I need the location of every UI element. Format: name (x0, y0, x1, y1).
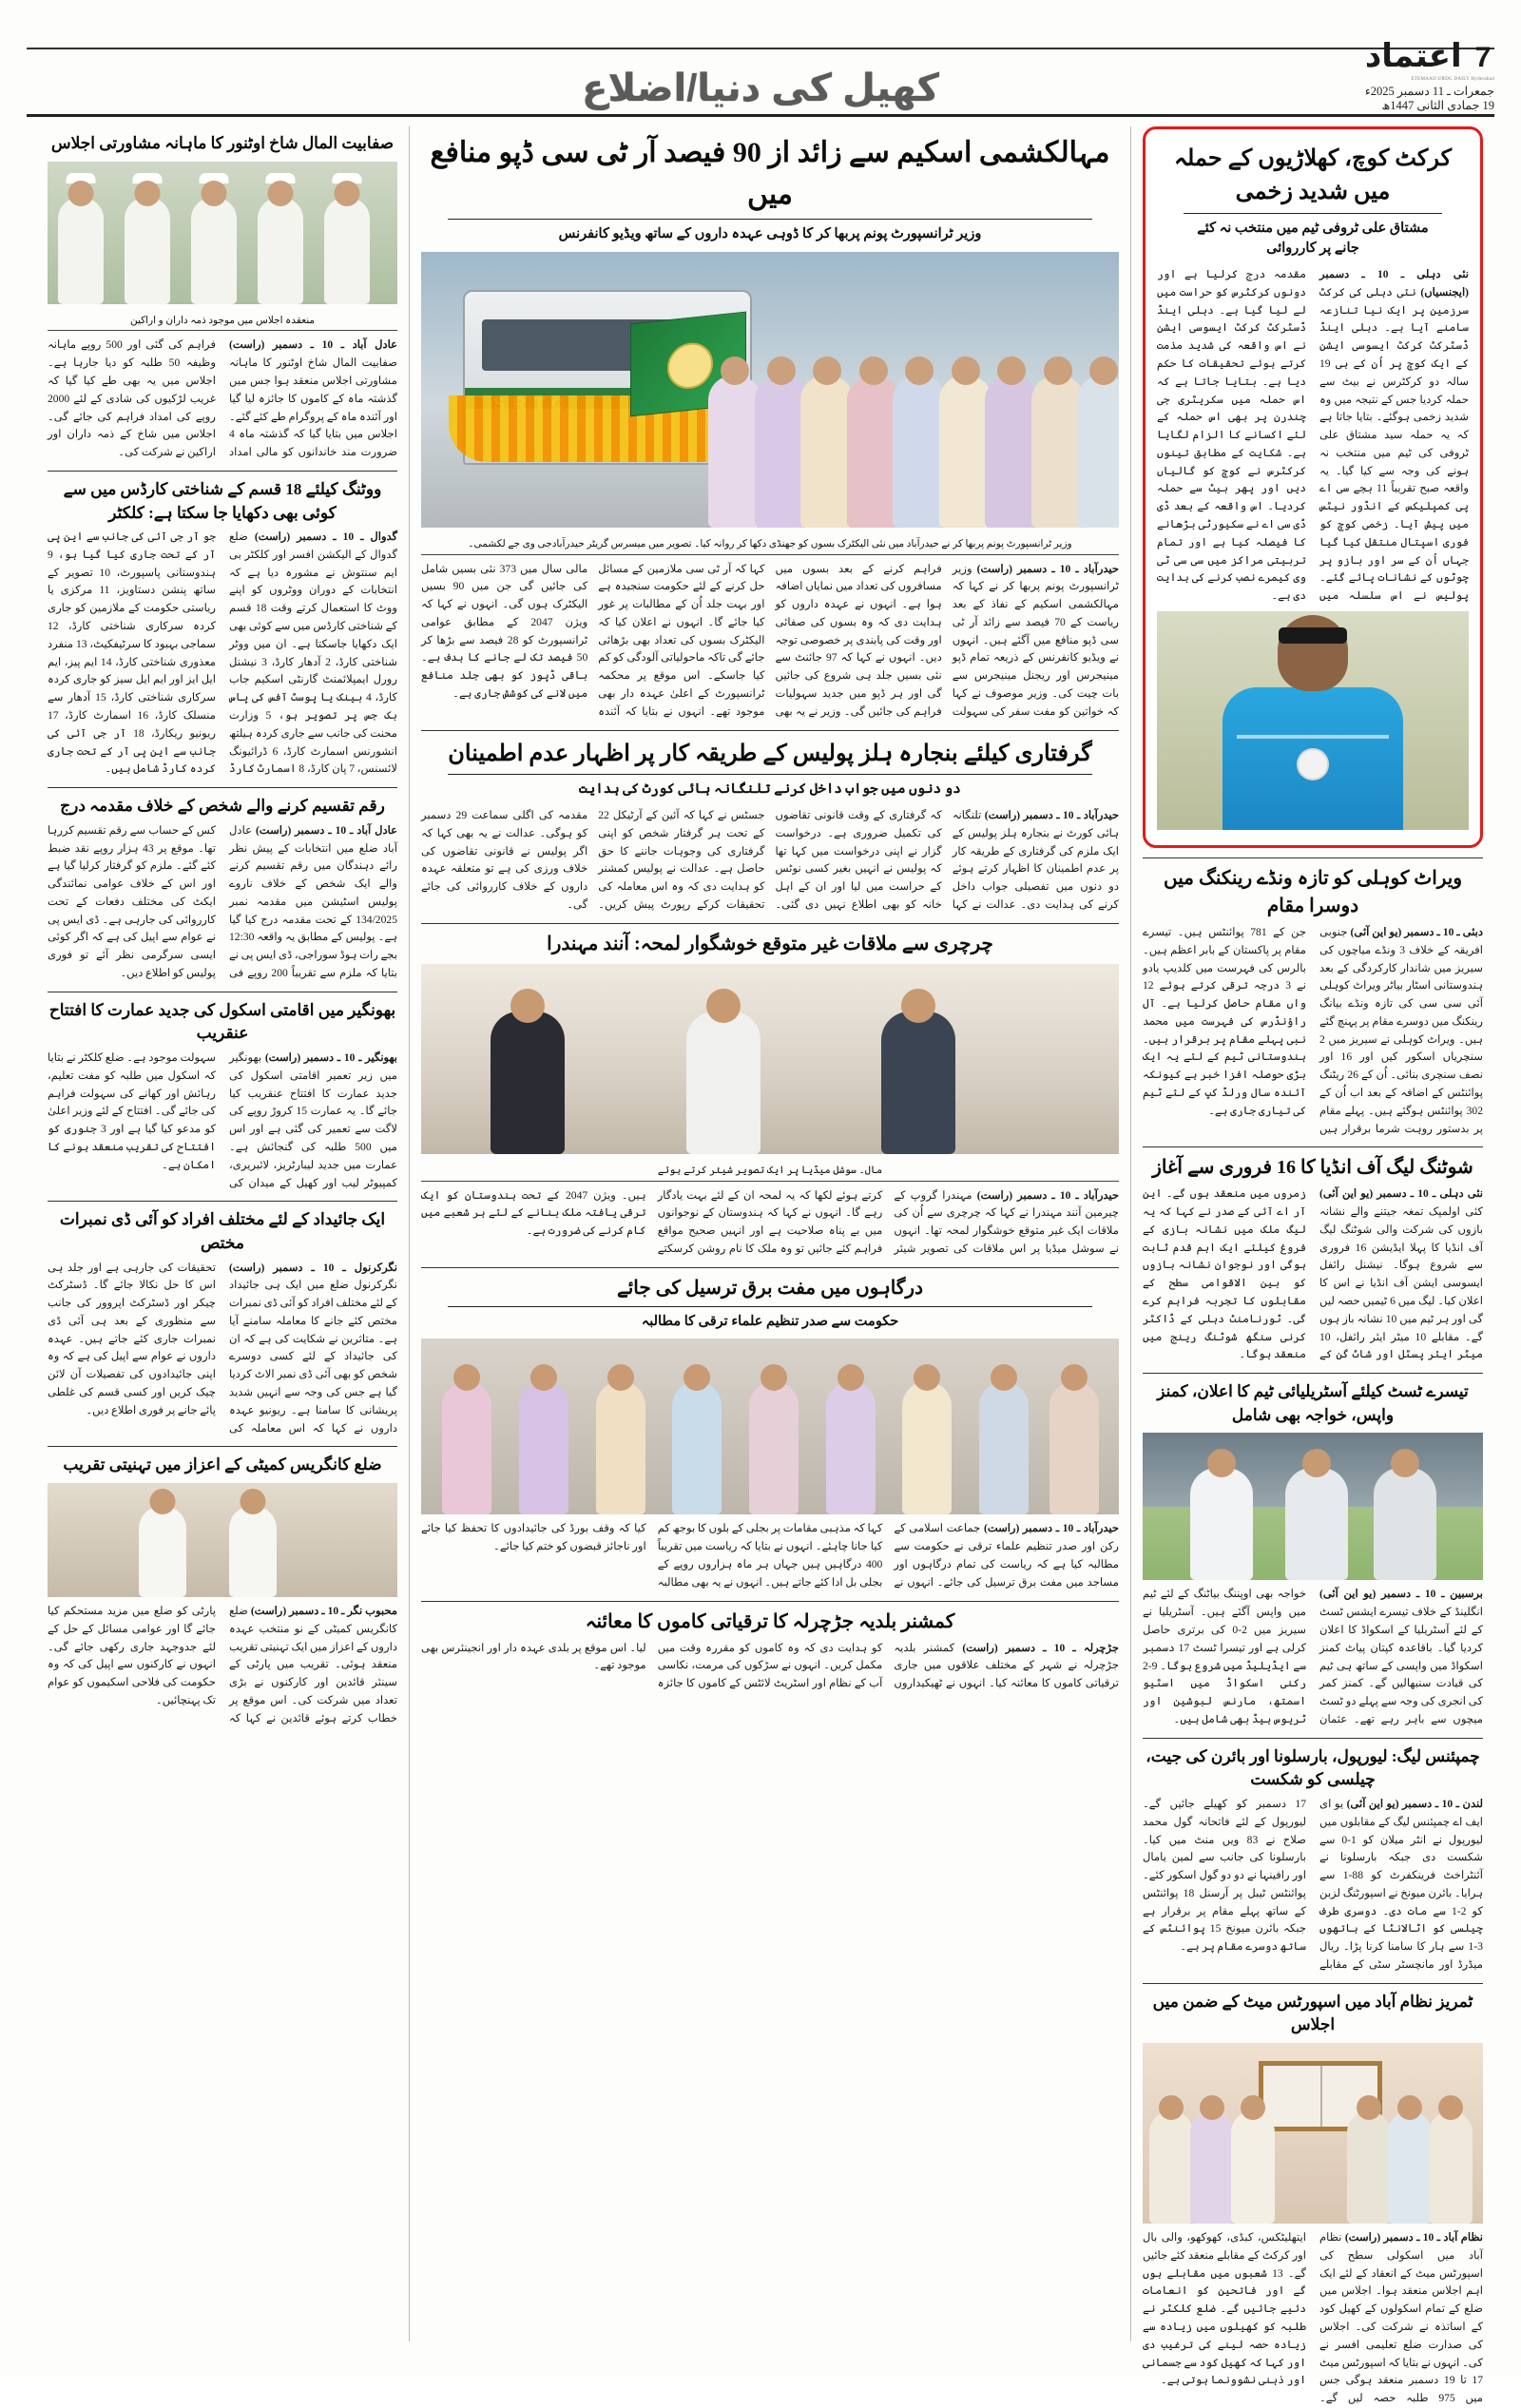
story-body-kohli (1143, 924, 1483, 1138)
divider (1143, 1738, 1483, 1739)
paper-title-block (1365, 36, 1494, 77)
photo-person-1 (1149, 2111, 1193, 2224)
photo-member-1 (58, 198, 104, 304)
dateline-ucl: لندن ـ 10 ـ دسمبر (یو این آئی) (1346, 1798, 1483, 1810)
photo-attendee-5 (893, 376, 946, 528)
left-story2-body (48, 529, 397, 779)
left-story5-dateline: نگرکرنول ـ 10 ـ دسمبر (راست) (229, 1262, 397, 1274)
mid-story4-dateline: حیدرآباد ـ 10 ـ دسمبر (راست) (983, 1523, 1119, 1535)
masthead-top-rule (27, 48, 1494, 49)
sunglasses-icon (1279, 627, 1347, 644)
mid-story4-headline: درگاہوں میں مفت برق ترسیل کی جائے (617, 1277, 923, 1299)
masthead-tiny-line: ETEMAAD URDU DAILY Hyderabad (1411, 76, 1494, 82)
photo-woman-5 (749, 1381, 799, 1514)
mid-story3-body (421, 1187, 1119, 1259)
mid-story2-headline: گرفتاری کیلئے بنجارہ ہلز پولیس کے طریقہ کار پر اظہار عدم اطمینان (448, 741, 1092, 766)
section-title: کھیل کی دنیا/اضلاع (582, 67, 939, 109)
mid-story2-body (421, 807, 1119, 915)
photo-player-3 (1374, 1468, 1436, 1580)
photo-woman-1 (442, 1381, 491, 1514)
photo-attendee-7 (985, 376, 1038, 528)
divider (1143, 1983, 1483, 1984)
dateline-kohli: دبئی ـ 10 ـ دسمبر (یو این آئی) (1350, 926, 1483, 938)
mid-story5-headline: کمشنر بلدیہ جڑچرلہ کا ترقیاتی کاموں کا معائنہ (585, 1610, 955, 1632)
body-text-sportsmeet: نظام آباد میں اسکولی سطح کی اسپورٹس میٹ کے انعقاد کے لئے ایک اہم اجلاس منعقد ہوا۔ اجلاس میں ضلع کے تمام اسکولوں کے کھیل کود کے اساتذہ نے شرکت کی۔ اجلاس کی صدارت ضلع تعلیمی افسر نے کی۔ انہوں نے بتایا کہ اسپورٹس میٹ 17 تا 19 دسمبر منعقد ہوگی جس میں 975 طلبہ حصہ لیں گے۔ ایتھلیٹکس، کبڈی، کھوکھو، والی بال اور کرکٹ کے مقابلے منعقد کئے جائیں گے۔ 13 شعبوں میں مقابلے ہوں گے اور فاتحین کو انعامات دئیے جائیں گے۔ ضلع کلکٹر نے طلبہ کو کھیلوں میں زیادہ سے زیادہ حصہ لینے کی ترغیب دی اور کہا کہ کھیل کود سے جسمانی اور ذہنی نشوونما ہوتی ہے۔ (1143, 2231, 1483, 2405)
mid-story3-headline: چرچری سے ملاقات غیر متوقع خوشگوار لمحہ: آنند مہندرا (547, 933, 993, 954)
photo-woman-6 (826, 1381, 876, 1514)
left-story1-body (48, 337, 397, 461)
photo-man-2 (686, 1011, 760, 1154)
divider (421, 923, 1119, 924)
masthead-identity (1365, 36, 1494, 114)
left-story6-body-text: ضلع کانگریس کمیٹی کے نو منتخب عہدہ داروں کے اعزاز میں ایک تہنیتی تقریب منعقد ہوئی۔ تقریب میں پارٹی کے سینئر قائدین اور کارکنوں نے بڑی تعداد میں شرکت کی۔ اس موقع پر خطاب کرتے ہوئے قائدین نے کہا کہ پارٹی کو ضلع میں مزید مستحکم کیا جائے گا اور عوامی مسائل کے حل کے لئے جدوجہد جاری رکھی جائے گی۔ انہوں نے کارکنوں سے اپیل کی کہ وہ حکومت کی فلاحی اسکیموں کو عوام تک پہنچائیں۔ (48, 1605, 397, 1724)
mid-lead-subheadline: وزیر ٹرانسپورٹ پونم پربھا کر کا ڈوہی عہدہ داروں کے ساتھ ویڈیو کانفرنس (448, 219, 1092, 245)
divider (421, 730, 1119, 731)
left-story6-dateline: محبوب نگر ـ 10 ـ دسمبر (راست) (250, 1606, 397, 1618)
left-story1-body-text: صفابیت المال شاخ اوٹنور کا ماہانہ مشاورتی اجلاس منعقد ہوا جس میں گذشتہ ماہ کے کاموں کا جائزہ لیا گیا اور آئندہ ماہ کے پروگرام طے کئے گئے۔ اجلاس میں بتایا گیا کہ گذشتہ ماہ 4 ضرورت مند خاندانوں کو مالی امداد فراہم کی گئی اور 500 روپے ماہانہ وظیفہ 50 طلبہ کو دیا جارہا ہے۔ اجلاس میں یہ بھی طے کیا گیا کہ غریب لڑکیوں کی شادی کے لئے 2000 روپے کی امداد فراہم کی جائے گی۔ اجلاس میں شاخ کے ذمہ داران اور اراکین نے شرکت کی۔ (48, 338, 397, 459)
mid-lead-dateline: حیدرآباد ـ 10 ـ دسمبر (راست) (976, 563, 1119, 575)
story-body-sportsmeet (1143, 2229, 1483, 2408)
divider (1143, 857, 1483, 858)
mid-lead-headline: مہالکشمی اسکیم سے زائد از 90 فیصد آر ٹی سی ڈپو منافع میں (430, 137, 1110, 210)
left-story2-dateline: گدوال ـ 10 ـ دسمبر (راست) (254, 531, 398, 544)
left-story5-headline: ایک جائیداد کے لئے مختلف افراد کو آئی ڈی نمبرات مختص (59, 1210, 386, 1252)
photo-member-3 (191, 198, 237, 304)
lead-body-text: نئی دہلی کی کرکٹ سرزمین پر ایک نیا تنازعہ سامنے آیا ہے۔ دہلی اینڈ ڈسٹرکٹ کرکٹ ایسوسی ایشن کے ایک کوچ پر اُن کے ہی 19 سالہ دو کرکٹرس نے بیٹ سے حملہ کردیا جس کے نتیجہ میں وہ شدید زخمی ہوگئے۔ بتایا جاتا ہے کہ یہ حملہ سید مشتاق علی ٹروفی کی ٹیم میں منتخب نہ ہونے کی وجہ سے کیا گیا۔ یہ واقعہ صبح تقریباً 11 بجے سی اے پی کمپلیکس کے انڈور نیٹس میں پیش آیا۔ زخمی کوچ کو فوری اسپتال منتقل کیا گیا جہاں اُن کے سر اور بازو پر چوٹوں کے نشانات پائے گئے۔ پولیس نے اس سلسلہ میں مقدمہ درج کرلیا ہے اور دونوں کرکٹرس کو حراست میں لے لیا گیا ہے۔ دہلی اینڈ ڈسٹرکٹ کرکٹ ایسوسی ایشن نے اس واقعہ کی شدید مذمت کرتے ہوئے تحقیقات کا حکم دیا ہے۔ بتایا جاتا ہے کہ اس حملہ میں سکریٹری جی چندرن پر بھی اس حملہ کے لئے اکسانے کا الزام لگایا ہے۔ شکایت کے مطابق تینوں کرکٹرس نے کوچ کو گالیاں دیں اور پھر بیٹ سے حملہ کردیا۔ اس واقعہ کے بعد ڈی ڈی سی اے نے سکیورٹی بڑھانے کا فیصلہ کیا ہے اور تمام تربیتی مراکز میں سی سی ٹی وی کیمرے نصب کرنے کی ہدایت دی ہے۔ (1157, 268, 1469, 603)
photo-player-2 (1285, 1468, 1348, 1580)
paper-name: اعتماد (1364, 38, 1462, 74)
dateline-sportsmeet: نظام آباد ـ 10 ـ دسمبر (راست) (1344, 2232, 1483, 2244)
photo-woman-3 (596, 1381, 645, 1514)
photo-attendee-3 (800, 376, 854, 528)
left-story4-body (48, 1050, 397, 1192)
photo-woman-4 (672, 1381, 722, 1514)
story-headline-sportsmeet: ٹمریز نظام آباد میں اسپورٹس میٹ کے ضمن میں اجلاس (1152, 1992, 1473, 2034)
mid-story4-body (421, 1520, 1119, 1591)
mid-lead-body (421, 561, 1119, 722)
column-left (48, 126, 409, 2341)
caption-baitulmal: منعقدہ اجلاس میں موجود ذمہ داران و اراکین (48, 310, 397, 332)
photo-person-2 (1190, 2111, 1234, 2224)
divider (48, 1201, 397, 1202)
photo-two-cricketers (1143, 1433, 1483, 1580)
photo-bus-flagoff (421, 252, 1119, 528)
photo-elder-1 (139, 1506, 186, 1597)
lead-story-box (1143, 126, 1483, 848)
left-story3-body-text: عادل آباد ضلع میں انتخابات کے پیش نظر رائے دہندگان میں رقم تقسیم کرنے والے ایک شخص کے خلاف ناروے پولیس اسٹیشن میں مقدمہ نمبر 134/2025 کے تحت مقدمہ درج کیا گیا ہے۔ پولیس کے مطابق یہ واقعہ 12:30 بجے رات ہوڈ سوراجی، ڈی ایس پی نے بتایا کہ ملزم سے تقریباً 200 روپے فی کس کے حساب سے رقم تقسیم کررہا تھا۔ موقع پر 43 ہزار روپے نقد ضبط کئے گئے۔ ملزم کو گرفتار کرلیا گیا ہے اور اس کے خلاف عوامی نمائندگی ایکٹ کی مختلف دفعات کے تحت کارروائی کی جارہی ہے۔ ڈی ایس پی نے عوام سے اپیل کی ہے کہ اگر کوئی ایسی سرگرمی نظر آئے تو فوری پولیس کو اطلاع دیں۔ (48, 823, 397, 979)
dateline-shooting: نئی دہلی ـ 10 ـ دسمبر (یو این آئی) (1319, 1188, 1483, 1201)
divider (1143, 1373, 1483, 1374)
mid-story5-body (421, 1640, 1119, 1693)
mid-story3-body-text: مہندرا گروپ کے چیرمین آنند مہندرا نے کہا کہ چرچری سے اُن کی ملاقات ایک غیر متوقع خوشگوار لمحہ تھا۔ انہوں نے سوشل میڈیا پر اس ملاقات کی تصویر شیئر کرتے ہوئے لکھا کہ یہ لمحہ ان کے لئے بہت یادگار رہے گا۔ انہوں نے کہا کہ ہندوستان کے نوجوانوں میں بے پناہ صلاحیت ہے اور انہیں صحیح مواقع فراہم کئے جائیں تو وہ ملک کا نام روشن کرسکتے ہیں۔ ویژن 2047 کے تحت ہندوستان کو ایک ترقی یافتہ ملک بنانے کے لئے ہر شعبے میں کام کرنے کی ضرورت ہے۔ (421, 1188, 1119, 1255)
left-story1-dateline: عادل آباد ـ 10 ـ دسمبر (راست) (229, 339, 397, 352)
body-text-shooting: کئی اولمپک تمغہ جیتنے والے نشانہ بازوں کی شرکت والی شوٹنگ لیگ آف انڈیا کا پہلا ایڈیشن 16 فروری سے شروع ہوگا۔ نیشنل رائفل ایسوسی ایشن آف انڈیا نے اس کا اعلان کیا۔ لیگ میں 6 ٹیمیں حصہ لیں گی اور ہر ٹیم میں 10 نشانہ باز ہوں گے۔ مقابلے 10 میٹر ایئر رائفل، 10 میٹر ایئر پسٹل اور شاٹ گن کے زمروں میں منعقد ہوں گے۔ این آر اے آئی کے صدر نے کہا کہ یہ لیگ ملک میں نشانہ بازی کے فروغ کیلئے ایک اہم قدم ثابت ہوگی اور نوجوان نشانہ بازوں کو بین الاقوامی سطح کے مقابلوں کا تجربہ فراہم کرے گی۔ ٹورنامنٹ دہلی کے ڈاکٹر کرنی سنگھ شوٹنگ رینج میں منعقد ہوگا۔ (1143, 1187, 1484, 1361)
caption-bus-flagoff: وزیر ٹرانسپورٹ پونم پربھا کر نے حیدرآباد میں نئی الیکٹرک بسوں کو جھنڈی دکھا کر روانہ کیا۔ تصویر میں میسرس گریٹر حیدرآبادجی وی جے لکشمی۔ (421, 533, 1119, 555)
photo-meeting-clerics (48, 162, 397, 304)
body-text-ucl: یو ای ایف اے چمپئنس لیگ کے مقابلوں میں لیورپول نے انٹر میلان کو 1-0 سے شکست دی جبکہ بارسلونا نے آئنٹراخٹ فرینکفرٹ کو 88-1 سے ہرایا۔ بائرن میونخ نے اسپورٹنگ لزبن کو 2-1 سے مات دی۔ دوسری طرف چیلسی کو اٹالانٹا کے ہاتھوں 3-1 سے ہار کا سامنا کرنا پڑا۔ ریال میڈرڈ اور مانچسٹر سٹی کے مقابلے 17 دسمبر کو کھیلے جائیں گے۔ لیورپول کے لئے فاتحانہ گول محمد صلاح نے 83 ویں منٹ میں کیا۔ بارسلونا کی جانب سے لمین یامال اور رافینہا نے دو دو گول اسکور کئے۔ پوائنٹس ٹیبل پر آرسنل 18 پوائنٹس کے ساتھ پہلے مقام پر برقرار ہے جبکہ بائرن میونخ 15 پوائنٹس کے ساتھ دوسرے مقام پر ہے۔ (1143, 1797, 1484, 1971)
divider (48, 471, 397, 472)
photo-woman-9 (1049, 1381, 1099, 1514)
column-middle (409, 126, 1131, 2341)
left-story3-dateline: عادل آباد ـ 10 ـ دسمبر (راست) (255, 824, 397, 837)
lead-dateline: نئی دہلی ـ 10 ـ دسمبر (ایجنسیاں) (1319, 269, 1469, 299)
photo-attendee-9 (1077, 376, 1119, 528)
photo-woman-8 (979, 1381, 1029, 1514)
left-story3-body (48, 822, 397, 983)
left-story2-headline: ووٹنگ کیلئے 18 قسم کے شناختی کارڈس میں سے کوئی بھی دکھایا جا سکتا ہے: کلکٹر (63, 479, 382, 522)
photo-team-logo (1297, 748, 1329, 780)
caption-handshake: مال۔ سوشل میڈیا پر ایک تصویر شیئر کرتے ہوئے (421, 1160, 1119, 1182)
photo-women-group (421, 1339, 1119, 1514)
mid-story4-body-text: جماعت اسلامی کے رکن اور صدر تنظیم علماء ترقی نے حکومت سے مطالبہ کیا ہے کہ ریاست کی تمام درگاہوں اور مساجد میں مفت برق ترسیل کی جائے۔ انہوں نے کہا کہ مذہبی مقامات پر بجلی کے بلوں کا بوجھ کم کیا جانا چاہئے۔ انہوں نے بتایا کہ ریاست میں تقریباً 400 درگاہیں ہیں جہاں ہر ماہ ہزاروں روپے کے بجلی بل ادا کئے جاتے ہیں۔ انہوں نے یہ بھی مطالبہ کیا کہ وقف بورڈ کی جائیدادوں کا تحفظ کیا جائے اور ناجائز قبضوں کو ختم کیا جائے۔ (421, 1522, 1119, 1589)
photo-handshake (421, 964, 1119, 1154)
divider (421, 1601, 1119, 1602)
photo-woman-2 (519, 1381, 568, 1514)
photo-woman-7 (902, 1381, 952, 1514)
mid-story2-body-text: تلنگانہ ہائی کورٹ نے بنجارہ ہلز پولیس کے ایک ملزم کی گرفتاری کے طریقہ کار پر عدم اطمینان کا اظہار کرتے ہوئے دو دنوں میں تفصیلی جواب داخل کرنے کی ہدایت دی۔ عدالت نے کہا کہ گرفتاری کے وقت قانونی تقاضوں کی تکمیل ضروری ہے۔ درخواست گزار نے اپنی درخواست میں کہا تھا کہ پولیس نے انہیں بغیر کسی نوٹس کے حراست میں لیا اور ان کے اہل خانہ کو بھی اطلاع نہیں دی گئی۔ جسٹس نے کہا کہ آئین کے آرٹیکل 22 کے تحت ہر گرفتار شخص کو اپنی گرفتاری کی وجوہات جاننے کا حق حاصل ہے۔ عدالت نے پولیس کمشنر کو ہدایت دی کہ وہ اس معاملہ کی تحقیقات کرکے رپورٹ پیش کریں۔ مقدمہ کی اگلی سماعت 29 دسمبر کو ہوگی۔ عدالت نے یہ بھی کہا کہ اگر پولیس نے قانونی تقاضوں کی خلاف ورزی کی ہے تو متعلقہ عہدہ داروں کے خلاف کارروائی کی جائے گی۔ (421, 809, 1119, 911)
left-story6-headline: ضلع کانگریس کمیٹی کے اعزاز میں تہنیتی تقریب (63, 1455, 382, 1474)
story-body-shooting (1143, 1185, 1483, 1364)
body-text-kohli: جنوبی افریقہ کے خلاف 3 ونڈے میاچوں کی سیریز میں شاندار کارکردگی کے بعد ہندوستانی اسٹار بیاٹر ویراٹ کوہلی آئی سی سی کی تازہ ونڈے بیانگ رینکنگ میں دوسرے مقام پر پہنچ گئے ہیں۔ ویراٹ کوہلی نے سیریز میں 2 سنچریاں اسکور کیں اور 16 اور نصف سنچری بنائی۔ اُن کے 26 ریٹنگ پوائنٹس کے اضافہ کے بعد اب اُن کے 302 پوائنٹس ہوگئے ہیں۔ پہلے مقام پر بدستور روہت شرما برقرار ہیں جن کے 781 پوائنٹس ہیں۔ تیسرے مقام پر پاکستان کے بابر اعظم ہیں۔ بالرس کی فہرست میں کلدیپ یادو نے 3 درجہ ترقی کرتے ہوئے 12 واں مقام حاصل کرلیا ہے۔ آل راؤنڈرس کی فہرست میں محمد نبی پہلے مقام پر برقرار ہیں۔ ہندوستانی ٹیم کے لئے یہ ایک بڑی حوصلہ افزا خبر ہے کیونکہ آئندہ سال ورلڈ کپ کے لئے ٹیم کی تیاری جاری ہے۔ (1143, 925, 1483, 1135)
lead-photo-cricket-coach (1157, 611, 1469, 830)
photo-person-3 (1231, 2111, 1275, 2224)
column-right (1131, 126, 1494, 2405)
divider (1143, 1146, 1483, 1147)
page-grid (27, 126, 1494, 2405)
photo-person-6 (1429, 2111, 1473, 2224)
mid-story2-subheadline: دو دنوں میں جواب داخل کرنے تلنگانہ ہائی کورٹ کی ہدایت (448, 774, 1092, 800)
left-story1-headline: صفابیت المال شاخ اوٹنور کا ماہانہ مشاورتی اجلاس (50, 134, 395, 152)
story-headline-kohli: ویراٹ کوہلی کو تازہ ونڈے رینکنگ میں دوسرا مقام (1163, 867, 1463, 916)
photo-elder-portrait (48, 1483, 397, 1597)
photo-man-3 (881, 1011, 955, 1154)
lead-headline: کرکٹ کوچ، کھلاڑیوں کے حملہ میں شدید زخمی (1173, 146, 1453, 204)
mid-story4-subheadline: حکومت سے صدر تنظیم علماء ترقی کا مطالبہ (448, 1306, 1092, 1333)
photo-jersey-stripe (1237, 735, 1389, 739)
lead-subheadline: مشتاق علی ٹروفی ٹیم میں منتخب نہ کئے جانے پر کارروائی (1184, 213, 1442, 260)
mid-story5-body-text: کمشنر بلدیہ جڑچرلہ نے شہر کے مختلف علاقوں میں جاری ترقیاتی کاموں کا معائنہ کیا۔ انہوں نے ٹھیکیداروں کو ہدایت دی کہ وہ کاموں کو مقررہ وقت میں مکمل کریں۔ انہوں نے سڑکوں کی مرمت، نکاسی آب کے نظام اور اسٹریٹ لائٹس کے کاموں کا جائزہ لیا۔ اس موقع پر بلدی عہدہ دار اور انجینئرس بھی موجود تھے۔ (421, 1641, 1119, 1690)
left-story3-headline: رقم تقسیم کرنے والے شخص کے خلاف مقدمہ درج (60, 797, 385, 816)
story-headline-australia: تیسرے ٹسٹ کیلئے آسٹریلیائی ٹیم کا اعلان، کمنز واپس، خواجہ بھی شامل (1157, 1382, 1469, 1424)
photo-member-2 (125, 198, 170, 304)
photo-member-4 (258, 198, 303, 304)
masthead (27, 19, 1494, 117)
left-story4-body-text: بھونگیر میں زیر تعمیر اقامتی اسکول کی جدید عمارت کا افتتاح عنقریب کیا جائے گا۔ یہ عمارت 15 کروڑ روپے کی لاگت سے تعمیر کی گئی ہے اور اس میں 500 طلبہ کی گنجائش ہے۔ عمارت میں جدید لیبارٹریز، لائبریری، کمپیوٹر لیب اور کھیل کے میدان کی سہولت موجود ہے۔ ضلع کلکٹر نے بتایا کہ اسکول میں طلبہ کو مفت تعلیم، رہائش اور کھانے کی سہولت فراہم کی جائے گی۔ افتتاح کے لئے وزیر اعلیٰ کو مدعو کیا گیا ہے اور 3 جنوری کو افتتاح کی تقریب منعقد ہونے کا امکان ہے۔ (48, 1051, 397, 1189)
divider (48, 1446, 397, 1447)
mid-story2-dateline: حیدرآباد ـ 10 ـ دسمبر (راست) (984, 810, 1120, 822)
photo-person-4 (1347, 2111, 1391, 2224)
photo-man-1 (491, 1011, 565, 1154)
divider (421, 1267, 1119, 1268)
left-story2-body-text: ضلع گدوال کے الیکشن افسر اور کلکٹر بی ایم سنتوش نے مشورہ دیا ہے کہ انتخابات کے دوران ووٹروں کو اپنے ووٹ کا استعمال کرتے وقت 18 قسم کے شناختی کارڈس میں سے کوئی بھی ایک دکھایا جاسکتا ہے۔ ان میں ووٹر شناختی کارڈ، 2 آدھار کارڈ، 3 نیشنل رورل ایمپلائمنٹ گارنٹی اسکیم جاب کارڈ، 4 بینک یا پوسٹ آفس کی پاس بک جس پر تصویر ہو، 5 وزارت محنت کی جانب سے جاری کردہ ہیلتھ انشورنس اسمارٹ کارڈ، 6 ڈرائیونگ لائسنس، 7 پان کارڈ، 8 اسمارٹ کارڈ جو آر جی آئی کی جانب سے این پی آر کے تحت جاری کیا گیا ہو، 9 ہندوستانی پاسپورٹ، 10 تصویر کے ساتھ پنشن دستاویز، 11 مرکزی یا ریاستی حکومت کے ملازمین کو جاری کردہ سرکاری شناختی کارڈ، 12 سماجی بہبود کا سرٹیفکیٹ، 13 منفرد معذوری شناختی کارڈ، 14 ایم پیز، ایم ایل ایز اور ایم ایل سیز کو جاری کردہ سرکاری شناختی کارڈ، 15 آدھار سے منسلک کارڈ، 16 اسمارٹ کارڈ، 17 ریونیو ریکارڈ، 18 آر جی آئی کی جانب سے این پی آر کے تحت جاری کردہ کارڈ شامل ہیں۔ (48, 530, 398, 776)
photo-member-5 (324, 198, 370, 304)
story-body-australia (1143, 1586, 1483, 1728)
mid-story3-dateline: حیدرآباد ـ 10 ـ دسمبر (راست) (976, 1189, 1119, 1202)
left-story4-dateline: بھونگیر ـ 10 ـ دسمبر (راست) (264, 1052, 397, 1065)
photo-person-5 (1388, 2111, 1432, 2224)
photo-sports-meet (1143, 2043, 1483, 2224)
photo-elder-2 (229, 1506, 277, 1597)
photo-crowd (701, 290, 1119, 527)
left-story6-body (48, 1603, 397, 1727)
story-body-ucl (1143, 1796, 1483, 1975)
story-headline-shooting: شوٹنگ لیگ آف انڈیا کا 16 فروری سے آغاز (1152, 1157, 1473, 1179)
photo-player-1 (1190, 1468, 1253, 1580)
story-headline-ucl: چمپئنس لیگ: لیورپول، بارسلونا اور بائرن کی جیت، چیلسی کو شکست (1146, 1746, 1480, 1789)
left-story5-body-text: نگرکرنول ضلع میں ایک ہی جائیداد کے لئے مختلف افراد کو آئی ڈی نمبرات مختص کئے جانے کا معاملہ سامنے آیا ہے۔ متاثرین نے شکایت کی ہے کہ ان کی جائیداد کے لئے کسی دوسرے شخص کو بھی آئی ڈی نمبر الاٹ کردیا گیا ہے جس کی وجہ سے انہیں شدید پریشانی کا سامنا ہے۔ ریونیو عہدہ داروں نے کہا کہ اس معاملہ کی تحقیقات کی جارہی ہے اور جلد ہی اس کا حل نکالا جائے گا۔ ڈسٹرکٹ چیکر اور ڈسٹرکٹ اپروور کی جانب سے منظوری کے بعد ہی آئی ڈی نمبرات جاری کئے جاتے ہیں۔ عہدہ داروں نے عوام سے اپیل کی ہے کہ وہ اپنی جائیدادوں کی تفصیلات آن لائن چیک کریں اور کسی قسم کی غلطی پائے جانے پر فوری اطلاع دیں۔ (48, 1261, 397, 1435)
dateline-australia: برسبین ـ 10 ـ دسمبر (یو این آئی) (1319, 1589, 1483, 1601)
left-story4-headline: بھونگیر میں اقامتی اسکول کی جدید عمارت کا افتتاح عنقریب (48, 1000, 396, 1043)
masthead-date: جمعرات ـ 11 دسمبر 2025ء (1364, 84, 1494, 98)
left-story5-body (48, 1260, 397, 1438)
masthead-hijri-date: 19 جمادی الثانی 1447ھ (1381, 99, 1494, 113)
body-text-australia: انگلینڈ کے خلاف تیسرے ایشس ٹسٹ کے لئے آسٹریلیا کے اسکواڈ کا اعلان کردیا گیا۔ باقاعدہ کپتان پیاٹ کمنز اسکواڈ میں واپسی کے ساتھ ہی ٹیم کی قیادت سنبھالیں گے۔ کمنز کمر کی انجری کی وجہ سے پہلے دو ٹسٹ میچوں سے باہر رہے تھے۔ عثمان خواجہ بھی اوپننگ بیاٹنگ کے لئے ٹیم میں واپس آگئے ہیں۔ آسٹریلیا نے سیریز میں 2-0 کی برتری حاصل کرلی ہے اور تیسرا ٹسٹ 17 دسمبر سے ایڈیلیڈ میں شروع ہوگا۔ 9-2 رکنی اسکواڈ میں اسٹیو اسمتھ، مارنس لبوشین اور ٹریوس ہیڈ بھی شامل ہیں۔ (1143, 1588, 1483, 1725)
page-number: 7 (1474, 42, 1492, 73)
divider (48, 787, 397, 788)
mid-story5-dateline: جڑچرلہ ـ 10 ـ دسمبر (راست) (962, 1642, 1119, 1654)
lead-body (1157, 266, 1469, 606)
mid-lead-body-text: وزیر ٹرانسپورٹ پونم پربھا کر نے کہا کہ مہالکشمی اسکیم کے نفاذ کے بعد ریاست کے 70 فیصد سے زائد آر ٹی سی ڈپو منافع میں آگئے ہیں۔ انہوں نے ویڈیو کانفرنس کے ذریعہ تمام ڈپو مینیجرس اور ریجنل مینیجرس سے بات چیت کی۔ وزیر موصوف نے کہا کہ خواتین کو مفت سفر کی سہولت فراہم کرنے کے بعد بسوں میں مسافروں کی تعداد میں نمایاں اضافہ ہوا ہے۔ انہوں نے عہدہ داروں کو ہدایت دی کہ وہ بسوں کی صفائی اور وقت کی پابندی پر خصوصی توجہ دیں۔ انہوں نے کہا کہ 97 جائنٹ سے نئی بسیں جلد ہی شروع کی جائیں گی اور ہر ڈپو میں جدید سہولیات فراہم کی جائیں گی۔ وزیر نے یہ بھی کہا کہ آر ٹی سی ملازمین کے مسائل حل کرنے کے لئے حکومت سنجیدہ ہے اور بہت جلد اُن کے مطالبات پر غور کیا جائے گا۔ انہوں نے اعلان کیا کہ الیکٹرک بسوں کی تعداد بھی بڑھائی جائے گی تاکہ ماحولیاتی آلودگی کو کم کیا جاسکے۔ اس موقع پر محکمہ ٹرانسپورٹ کے اعلیٰ عہدہ دار بھی موجود تھے۔ انہوں نے بتایا کہ آئندہ مالی سال میں 373 نئی بسیں شامل کی جائیں گی جن میں 90 بسیں الیکٹرک ہوں گی۔ انہوں نے کہا کہ ویژن 2047 کے مطابق عوامی ٹرانسپورٹ کو 28 فیصد سے بڑھا کر 50 فیصد تک لے جانے کا ہدف ہے۔ باقی ڈپوز کو بھی جلد منافع میں لانے کی کوشش جاری ہے۔ (421, 562, 1119, 718)
photo-head (1278, 615, 1348, 691)
